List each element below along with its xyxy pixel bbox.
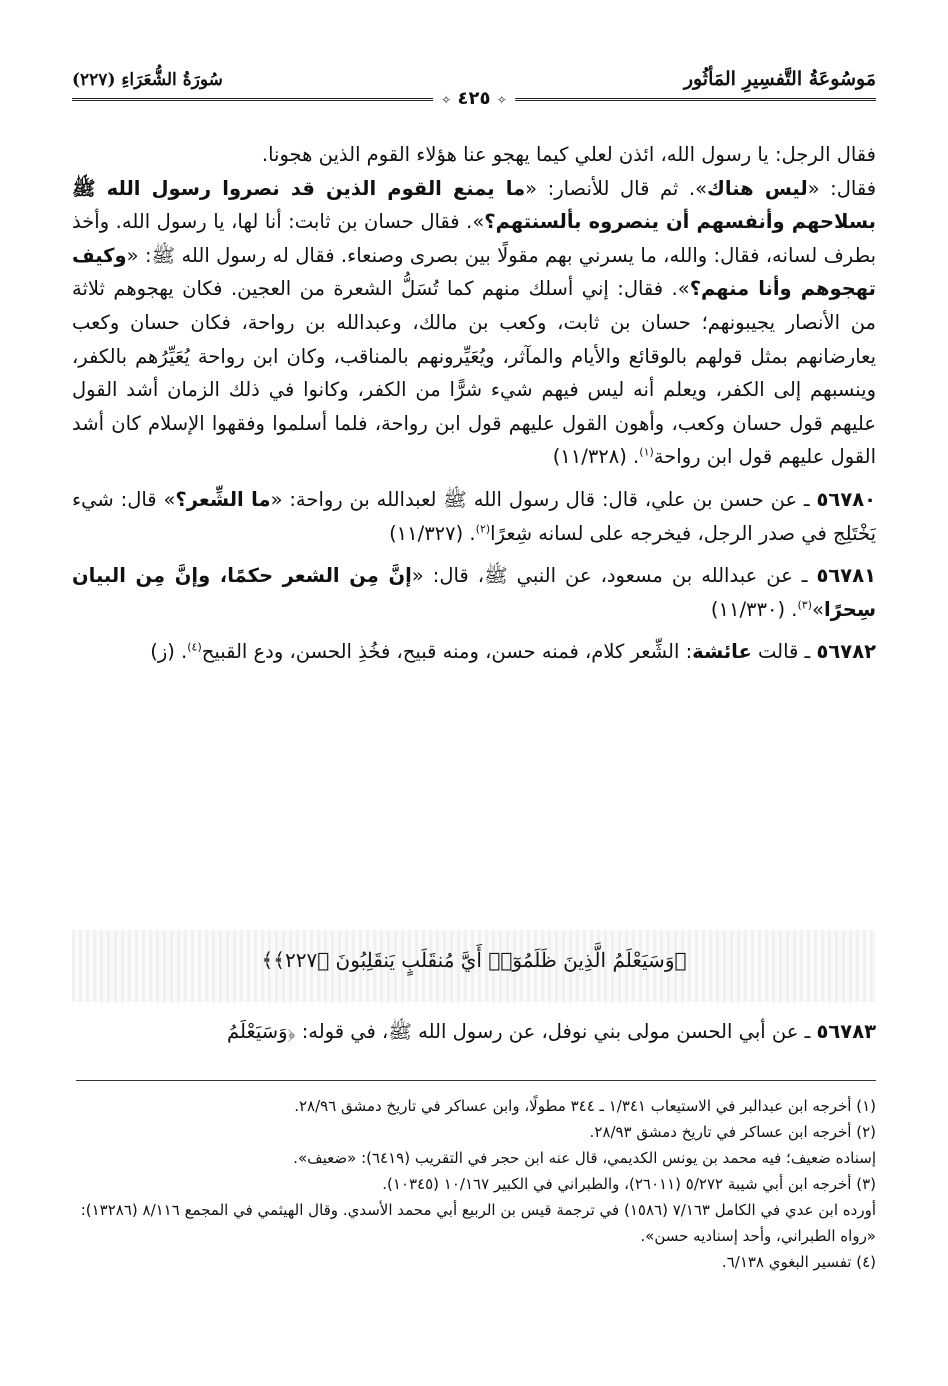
volume-reference: . (ز) (150, 640, 188, 664)
volume-reference: . (١١/٣٢٧) (389, 521, 476, 545)
entry-56783: ٥٦٧٨٣ ـ عن أبي الحسن مولى بني نوفل، عن رسول الله ﷺ، في قوله: ﴿وَسَيَعْلَمُ (227, 1020, 876, 1043)
entry-56781: ٥٦٧٨١ ـ عن عبدالله بن مسعود، عن النبي ﷺ، قال: «إنَّ مِن الشعر حكمًا، وإنَّ مِن البيان سِحرًا»$^{(٣)}$. (١١/٣٣٠) (72, 564, 876, 621)
entry-number: ٥٦٧٨٣ (816, 1020, 876, 1043)
footnote: (٤) تفسير البغوي ٦/١٣٨. (721, 1253, 876, 1271)
page-number: ٤٢٥ (457, 88, 491, 109)
verse-band (72, 930, 876, 1002)
hadith-quote: وكيف تهجوهم وأنا منهم؟ (72, 243, 876, 301)
hadith-quote: ما يمنع القوم الذين قد نصروا رسول الله ﷺ بسلاحهم وأنفسهم أن ينصروه بألسنتهم؟ (72, 176, 876, 234)
entry-number: ٥٦٧٨٠ (816, 487, 877, 511)
footnote-marker[interactable]: (٢) (475, 522, 491, 536)
footnote-marker[interactable]: (١) (639, 445, 654, 459)
footnote: (٣) أخرجه ابن أبي شيبة ٥/٢٧٢ (٢٦٠١١)، والطبراني في الكبير ١٠/١٦٧ (١٠٣٤٥). (382, 1175, 876, 1193)
ornament-icon: ✧ (441, 93, 452, 107)
quran-verse: ﴿وَسَيَعْلَمُ الَّذِينَ ظَلَمُوٓا۟ أَيَّ مُنقَلَبٍ يَنقَلِبُونَ ﴿٢٢٧﴾﴾ (261, 948, 687, 972)
hadith-quote: ليس هناك (707, 176, 808, 200)
entry-56780: ٥٦٧٨٠ ـ عن حسن بن علي، قال: قال رسول الله ﷺ لعبدالله بن رواحة: «ما الشِّعر؟» قال: شيء يَخْتَلِج في صدر الرجل، فيخرجه على لسانه شِعرًا$^{(٢)}$. (١١/٣٢٧) (72, 487, 877, 545)
hadith-quote: ما الشِّعر؟ (175, 487, 271, 511)
footnotes (72, 1093, 876, 1275)
entry-56782: ٥٦٧٨٢ ـ قالت عائشة: الشِّعر كلام، فمنه حسن، ومنه قبيح، فخُذِ الحسن، ودع القبيح$^{(٤)}$. (ز) (150, 640, 876, 664)
page-number-box (433, 88, 515, 109)
paragraph: فقال: «ليس هناك». ثم قال للأنصار: «ما يمنع القوم الذين قد نصروا رسول الله ﷺ بسلاحهم وأنفسهم أن ينصروه بألسنتهم؟». فقال حسان بن ثابت: أنا لها، يا رسول الله. وأخذ بطرف لسانه، فقال: والله، ما يسرني بهم مقولًا بين بصرى وصنعاء. فقال له رسول الله ﷺ: «وكيف تهجوهم وأنا منهم؟». فقال: إني أسلك منهم كما تُسَلُّ الشعرة من العجين. فكان يهجوهم ثلاثة من الأنصار يجيبونهم؛ حسان بن ثابت، وكعب بن مالك، وعبدالله بن رواحة، فكان حسان وكعب يعارضانهم بمثل قولهم بالوقائع والأيام والمآثر، ويُعَيِّرونهم بالمناقب، وكان ابن رواحة يُعَيِّرُهم بالكفر، وينسبهم إلى الكفر، ويعلم أنه ليس فيهم شيء شرًّا من الكفر، وكانوا في ذلك الزمان أشد القول عليهم قول حسان وكعب، وأهون القول عليهم قول ابن رواحة، فلما أسلموا وفقهوا الإسلام كان أشد القول عليهم قول ابن رواحة$^{(١)}$. (١١/٣٢٨) (72, 176, 877, 469)
surah-title: سُورَةُ الشُّعَرَاءِ (٢٢٧) (72, 70, 223, 90)
entry-number: ٥٦٧٨٢ (816, 640, 876, 664)
footnote: (١) أخرجه ابن عبدالبر في الاستيعاب ١/٣٤١ ـ ٣٤٤ مطولًا، وابن عساكر في تاريخ دمشق ٢٨/٩٦. (294, 1097, 876, 1115)
footnote-marker[interactable]: (٣) (797, 598, 813, 612)
running-title: مَوسُوعَةُ التَّفسِيرِ المَأثُور (683, 68, 876, 90)
main-text (72, 138, 876, 669)
footnote: (٢) أخرجه ابن عساكر في تاريخ دمشق ٢٨/٩٣. (589, 1123, 876, 1141)
footnote-rule (76, 1080, 876, 1081)
footnote-marker[interactable]: (٤) (187, 640, 202, 654)
paragraph: فقال الرجل: يا رسول الله، ائذن لعلي كيما يهجو عنا هؤلاء القوم الذين هجونا. (261, 143, 876, 166)
entry-number: ٥٦٧٨١ (816, 564, 876, 588)
footnote: إسناده ضعيف؛ فيه محمد بن يونس الكديمي، قال عنه ابن حجر في التقريب (٦٤١٩): «ضعيف». (293, 1149, 876, 1167)
hadith-quote: إنَّ مِن الشعر حكمًا، وإنَّ مِن البيان سِحرًا (72, 564, 876, 621)
ornament-icon: ✧ (496, 93, 507, 107)
volume-reference: . (١١/٣٣٠) (710, 597, 798, 621)
narrator-name: عائشة (692, 640, 752, 664)
volume-reference: . (١١/٣٢٨) (552, 445, 640, 469)
footnote: أورده ابن عدي في الكامل ٧/١٦٣ (١٥٨٦) في ترجمة قيس بن الربيع أبي محمد الأسدي. وقال الهيثمي في المجمع ٨/١١٦ (١٣٢٨٦): «رواه الطبراني، وأحد إسناديه حسن». (80, 1201, 876, 1245)
page-header (72, 66, 876, 109)
